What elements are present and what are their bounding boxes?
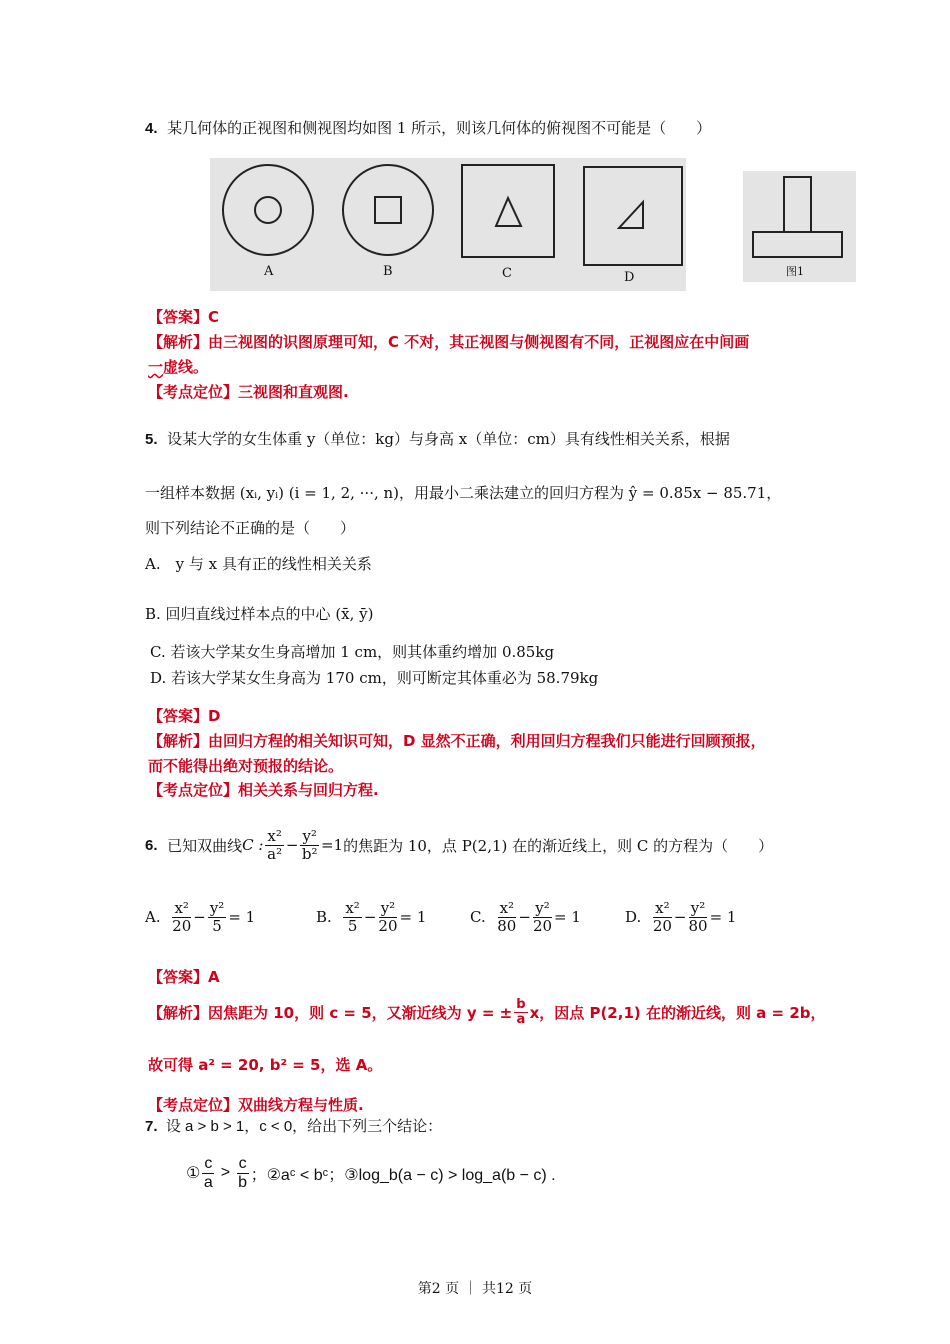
q4-analysis-line2: 一虚线。 — [148, 358, 209, 376]
option-b-label: B — [383, 264, 393, 279]
q5-analysis-line1: 【解析】由回归方程的相关知识可知，D 显然不正确，利用回归方程我们只能进行回顾预报， — [148, 732, 766, 750]
q7-stem: 7. 设 a > b > 1，c < 0，给出下列三个结论： — [145, 1118, 443, 1135]
q5-option-a: A. y 与 x 具有正的线性相关关系 — [145, 555, 372, 573]
q4-analysis-line1: 【解析】由三视图的识图原理可知，C 不对，其正视图与侧视图有不同，正视图应在中间画 — [148, 333, 750, 351]
q4-stem: 4. 某几何体的正视图和侧视图均如图 1 所示，则该几何体的俯视图不可能是（ ） — [145, 119, 712, 137]
page-footer: 第2 页 ｜ 共12 页 — [417, 1281, 533, 1297]
q5-answer: 【答案】D — [148, 707, 221, 725]
q6-option-c: C. $\frac{\text{x²}}{80}$ − $\frac{\text{y²}}{20}$ = 1 — [470, 899, 581, 935]
q6-option-a: A. $\frac{\text{x²}}{20}$ − $\frac{\text{y²}}{5}$ = 1 — [145, 899, 256, 935]
q6-option-d: D. $\frac{\text{x²}}{20}$ − $\frac{\text{y²}}{80}$ = 1 — [625, 899, 737, 935]
q4-topic: 【考点定位】三视图和直观图. — [148, 383, 349, 401]
q5-option-b: B. 回归直线过样本点的中心 (x̄, ȳ) — [145, 605, 374, 623]
q5-stem-line1: 5. 设某大学的女生体重 y（单位：kg）与身高 x（单位：cm）具有线性相关关系，根据 — [145, 430, 730, 448]
q5-stem-line3: 则下列结论不正确的是（ ） — [145, 519, 356, 537]
q6-analysis-line1: 【解析】因焦距为 10，则 c = 5，又渐近线为 y = ± $\frac{b}{a}$ x，因点 P(2,1) 在的渐近线，则 a = 2b， — [148, 997, 826, 1028]
q7-conclusions: ① $\frac{c}{a}$ > $\frac{c}{b}$ ；②aᶜ < bᶜ；③log_b(a − c) > log_a(b − c) . — [186, 1155, 556, 1191]
q4-answer: 【答案】C — [148, 308, 220, 326]
option-c-label: C — [502, 266, 512, 281]
q6-analysis-line2: 故可得 a² = 20, b² = 5，选 A。 — [148, 1056, 383, 1074]
option-b-outer-circle — [343, 165, 433, 255]
option-a-inner-circle — [255, 197, 281, 223]
option-d-label: D — [624, 270, 635, 285]
option-b-inner-square — [375, 197, 401, 223]
q5-option-d: D. 若该大学某女生身高为 170 cm，则可断定其体重必为 58.79kg — [150, 669, 599, 687]
figure1-caption: 图1 — [786, 265, 804, 278]
q6-topic: 【考点定位】双曲线方程与性质. — [148, 1096, 364, 1114]
option-d-square — [584, 167, 682, 265]
q6-option-b: B. $\frac{\text{x²}}{5}$ − $\frac{\text{y²}}{20}$ = 1 — [316, 899, 427, 935]
q5-option-c: C. 若该大学某女生身高增加 1 cm，则其体重约增加 0.85kg — [150, 643, 555, 661]
q4-figure1 — [743, 171, 856, 282]
option-a-label: A — [264, 264, 274, 279]
option-d-triangle — [619, 202, 643, 228]
option-a-outer-circle — [223, 165, 313, 255]
option-c-triangle — [496, 198, 521, 226]
q5-analysis-line2: 而不能得出绝对预报的结论。 — [148, 757, 344, 775]
figure1-upright — [784, 177, 811, 232]
q4-options-figure — [210, 158, 686, 291]
q5-topic: 【考点定位】相关关系与回归方程. — [148, 781, 379, 799]
q5-stem-line2: 一组样本数据 (xᵢ, yᵢ) (i = 1, 2, ···, n)，用最小二乘法建立的回归方程为 ŷ = 0.85x − 85.71， — [145, 484, 782, 502]
option-c-square — [462, 165, 554, 257]
q4-options-svg — [210, 158, 686, 291]
figure1-base — [753, 232, 842, 257]
q6-answer: 【答案】A — [148, 968, 220, 986]
q6-stem: 6. 已知双曲线 C : $\frac{\text{x²}}{\text{a²}}$ − $\frac{\text{y²}}{\text{b²}}$ =1 的焦距为 10，点 P(2,1) 在的渐近线上，则 C 的方程为（ ） — [145, 827, 774, 863]
